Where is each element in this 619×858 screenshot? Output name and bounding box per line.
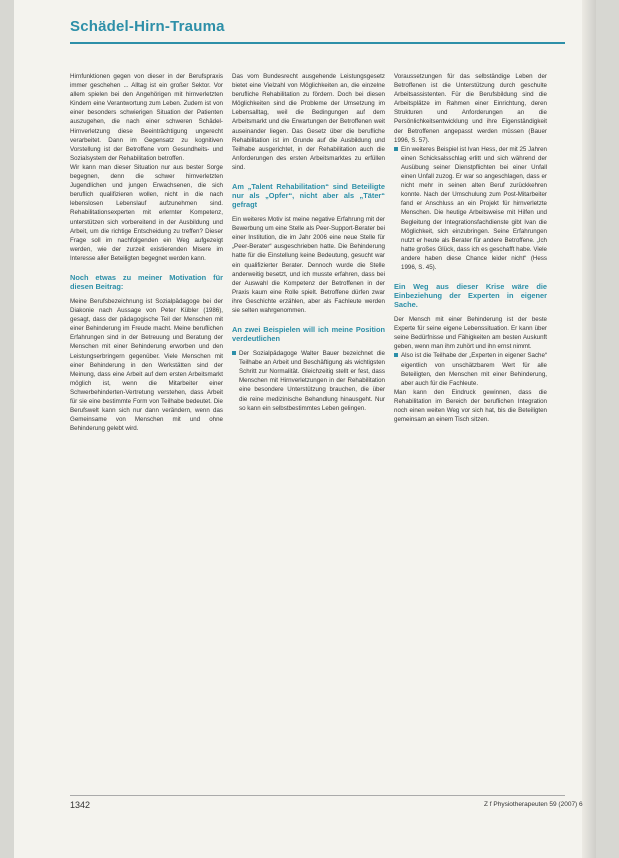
journal-reference: Z f Physiotherapeuten 59 (2007) 6 xyxy=(484,801,583,808)
text-column-3 xyxy=(394,72,547,424)
document-page xyxy=(14,0,596,858)
section-heading: Am „Talent Rehabilitation“ sind Beteiligte nur als „Opfer“, nicht aber als „Täter“ gefragt xyxy=(232,182,385,210)
paragraph: Meine Berufsbezeichnung ist Sozialpädagoge bei der Diakonie nach Aussage von Peter Kübler (1986), gesagt, dass der pädagogische Teil der Menschen mit einer Behinderung im Freude macht. Meine beruflichen Erfahrungen sind in der Betreuung und Beratung der Menschen mit einer Behinderung erworben und den Leistungserbringern gegenüber. Viele Menschen mit einer Behinderung in den Werkstätten sind der Meinung, dass eine Arbeit auf dem ersten Arbeitsmarkt möglich ist, wenn die Mitarbeiter einer Schwerbehinderten-Vertretung verstehen, dass Arbeit für sie eine bestimmte Form von Teilhabe bedeutet. Die Berufswelt kann sich nur dann verändern, wenn das Gemeinsame von Menschen mit und ohne Behinderung gelebt wird. xyxy=(70,297,223,433)
paragraph: Wir kann man dieser Situation nur aus bester Sorge begegnen, denn die schwer hirnverletzten Jugendlichen und jungen Erwachsenen, die sich beruflich qualifizieren wollen, nicht in die nach lebenslosen Lebenslauf aufzunehmen sind. Rehabilitationsexperten mit erlernter Kompetenz, unterstützen sich vorbereitend in der Ausbildung und Arbeit, um die richtige Entscheidung zu treffen? Dieser Frage soll im nachfolgenden ein Weg aufgezeigt werden, wie der zurzeit existierenden Misere im Interesse aller Beteiligten begegnet werden kann. xyxy=(70,163,223,262)
footer-divider xyxy=(70,795,565,796)
text-column-1 xyxy=(70,72,223,433)
paragraph: Das vom Bundesrecht ausgehende Leistungsgesetz bietet eine Vielzahl von Möglichkeiten an, die einzelne berufliche Rehabilitation zu fördern. Doch bei diesen Möglichkeiten sind die Probleme der Umsetzung im Lebensalltag, weil die Bedingungen auf dem Arbeitsmarkt und die Erwartungen der Betroffenen weit auseinander liegen. Das Gesetz über die berufliche Rehabilitation ist im Grunde auf die Ausbildung und Teilhabe ausgerichtet, in der Rehabilitation auch die Anforderungen des ersten Arbeitsmarktes zu erfüllen sind. xyxy=(232,73,385,171)
paragraph: Hirnfunktionen gegen von dieser in der Berufspraxis immer geschehen ... Alltag ist ein großer Sektor. Vor allem spielen bei den Angehörigen mit hirnverletzten Kindern eine Verantwortung zum Leben. Zudem ist von einer besonders schwierigen Situation der Patienten auszugehen, die nach einer schweren Schädel-Hirnverletzung diese Beeinträchtigung ungerecht verarbeitet. Dann im Gegensatz zu kognitiven Vorstellung ist der Betroffene vom Gesundheits- und Sozialsystem der Rehabilitation betroffen. xyxy=(70,73,223,162)
page-edge-shadow xyxy=(582,0,596,858)
paragraph: Man kann den Eindruck gewinnen, dass die Rehabilitation im Bereich der beruflichen Integration noch einen weiten Weg vor sich hat, bis die Beteiligten gemeinsam an einem Tisch sitzen. xyxy=(394,388,547,424)
title-divider xyxy=(70,42,565,44)
section-heading: Noch etwas zu meiner Motivation für diesen Beitrag: xyxy=(70,272,223,291)
bullet-paragraph: Der Sozialpädagoge Walter Bauer bezeichnet die Teilhabe an Arbeit und Beschäftigung als wichtigsten Schritt zur Normalität. Gleichzeitig stellt er fest, dass Menschen mit Hirnverletzungen in der Rehabilitation eine besondere Unterstützung brauchen, die über die reine medizinische Behandlung hinausgeht. Nur so kann ein selbstbestimmtes Leben gelingen. xyxy=(232,349,385,413)
bullet-paragraph: Also ist die Teilhabe der „Experten in eigener Sache“ eigentlich von unschätzbarem Wert für alle Beteiligten, den Menschen mit einer Behinderung, aber auch für die Fachleute. xyxy=(394,351,547,387)
page-number: 1342 xyxy=(70,800,91,810)
paragraph: Ein weiteres Motiv ist meine negative Erfahrung mit der Bewerbung um eine Stelle als Peer-Support-Berater bei einer Institution, die im Jahr 2006 eine neue Stelle für „Peer-Berater“ ausgeschrieben hatte. Die Behinderung hatte für die Einstellung keine Bedeutung, gesucht war ein qualifizierter Berater. Dennoch wurde die Stelle anderweitig besetzt, und ich musste erfahren, dass bei der Auswahl die Kompetenz der Betroffenen in der Praxis kaum eine Rolle spielt. Betroffene dürfen zwar ihre Geschichte erzählen, aber als Fachleute werden sie selten wahrgenommen. xyxy=(232,216,385,314)
page-title: Schädel-Hirn-Trauma xyxy=(70,18,225,35)
section-heading: Ein Weg aus dieser Krise wäre die Einbeziehung der Experten in eigener Sache. xyxy=(394,282,547,310)
paragraph: Voraussetzungen für das selbständige Leben der Betroffenen ist die Unterstützung durch geschulte Arbeitsassistenten. Für die Berufsbildung sind die Arbeitsplätze im Rahmen einer Einrichtung, deren Strukturen und Anforderungen an die Persönlichkeitsentwicklung und ihre Eigenständigkeit der Betroffenen angepasst werden müssen (Bauer 1996, S. 57). xyxy=(394,73,547,144)
section-heading: An zwei Beispielen will ich meine Position verdeutlichen xyxy=(232,325,385,344)
text-column-2 xyxy=(232,72,385,413)
paragraph: Der Mensch mit einer Behinderung ist der beste Experte für seine eigene Lebenssituation. Er kann über seine Bedürfnisse und Fähigkeiten am besten Auskunft geben, wenn man ihm zuhört und ihn ernst nimmt. xyxy=(394,316,547,351)
bullet-paragraph: Ein weiteres Beispiel ist Ivan Hess, der mit 25 Jahren einen Schicksalsschlag erlitt und sich während der Ausübung seiner Dienstpflichten bei einer Unfall einen Unfall zuzog. Er war so angeschlagen, dass er nicht mehr in seinen alten Beruf zurückkehren konnte. Nach der Umschulung zum Post-Mitarbeiter fand er Anschluss an ein Projekt für hirnverletzte Menschen. Die heutige Arbeitsweise mit Hilfen und Begleitung der Integrationsfachdienste gibt Ivan die Möglichkeit, sich einzubringen. Seine Erfahrungen nutzt er heute als Berater für andere Betroffene. „Ich hatte großes Glück, dass ich es geschafft habe. Viele andere haben diese Chance leider nicht“ (Hess 1996, S. 45). xyxy=(394,145,547,272)
